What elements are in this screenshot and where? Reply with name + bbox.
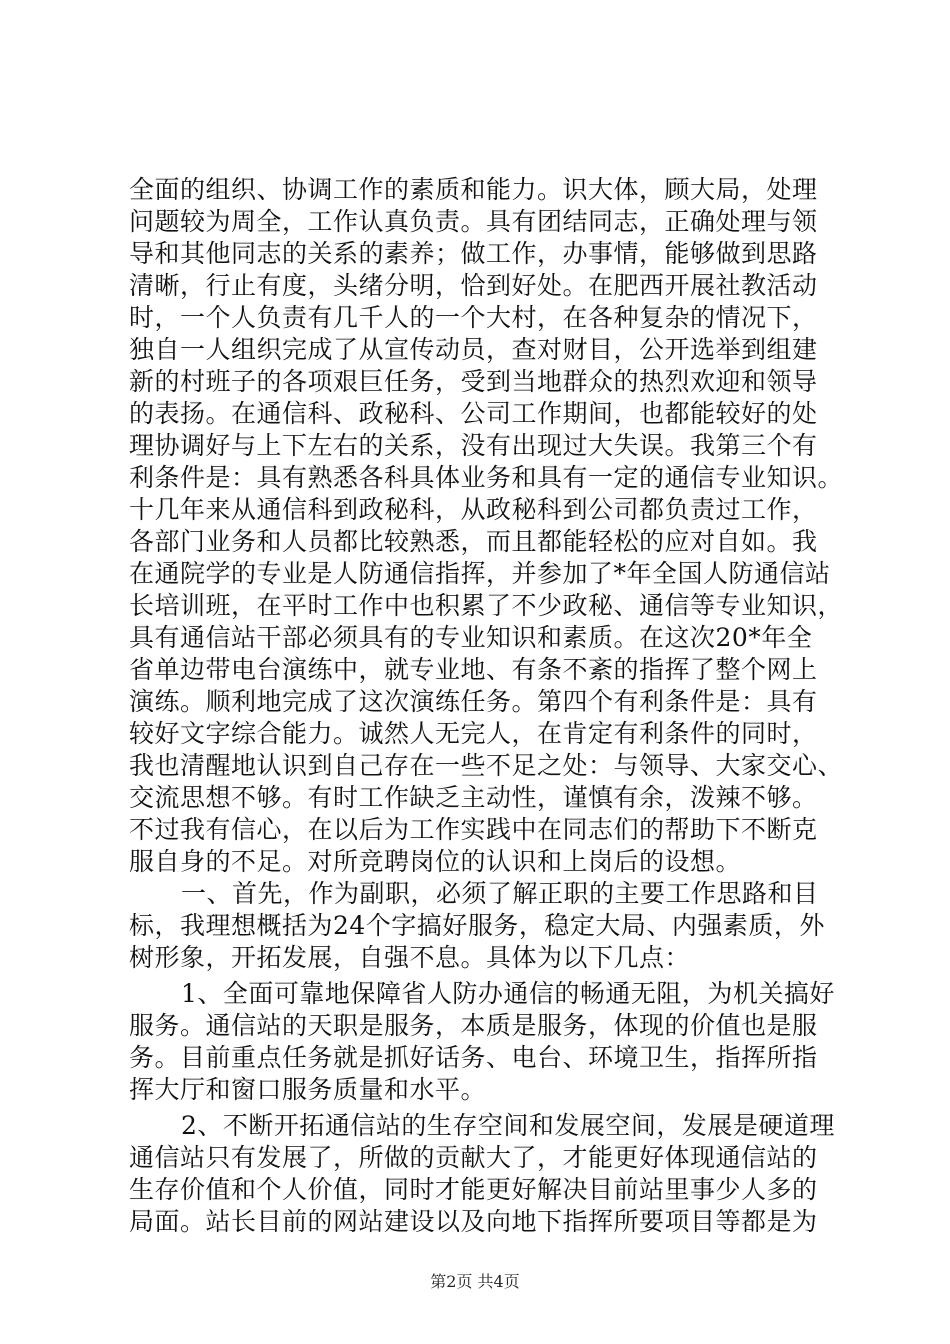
text-line: 问题较为周全，工作认真负责。具有团结同志，正确处理与领	[129, 207, 818, 236]
text-line: 2、不断开拓通信站的生存空间和发展空间，发展是硬道理	[181, 1111, 835, 1140]
text-line: 省单边带电台演练中，就专业地、有条不紊的指挥了整个网上	[129, 655, 818, 684]
text-line: 标，我理想概括为24个字搞好服务，稳定大局、内强素质，外	[129, 911, 825, 940]
text-line: 各部门业务和人员都比较熟悉，而且都能轻松的应对自如。我	[129, 527, 818, 556]
paragraph-section-one	[129, 878, 829, 974]
text-line: 演练。顺利地完成了这次演练任务。第四个有利条件是：具有	[129, 687, 818, 716]
text-line: 较好文字综合能力。诚然人无完人，在肯定有利条件的同时，	[129, 719, 818, 748]
text-line: 独自一人组织完成了从宣传动员，查对财目，公开选举到组建	[129, 335, 818, 364]
text-line: 局面。站长目前的网站建设以及向地下指挥所要项目等都是为	[129, 1207, 818, 1236]
text-line: 树形象，开拓发展，自强不息。具体为以下几点：	[129, 943, 691, 972]
text-line: 具有通信站干部必须具有的专业知识和素质。在这次20*年全	[129, 623, 813, 652]
text-line: 我也清醒地认识到自己存在一些不足之处：与领导、大家交心、	[129, 751, 844, 780]
paragraph-point-one	[129, 978, 835, 1106]
text-line: 全面的组织、协调工作的素质和能力。识大体，顾大局，处理	[129, 175, 818, 204]
text-line: 服务。通信站的天职是服务，本质是服务，体现的价值也是服	[129, 1011, 818, 1040]
text-line: 利条件是：具有熟悉各科具体业务和具有一定的通信专业知识。	[129, 463, 844, 492]
text-line: 挥大厅和窗口服务质量和水平。	[129, 1075, 487, 1104]
text-line: 通信站只有发展了，所做的贡献大了，才能更好体现通信站的	[129, 1143, 818, 1172]
page-number-footer: 第2页 共4页	[430, 1272, 520, 1291]
document-body	[129, 174, 844, 1238]
paragraph-point-two	[129, 1110, 835, 1238]
text-line: 新的村班子的各项艰巨任务，受到当地群众的热烈欢迎和领导	[129, 367, 818, 396]
text-line: 导和其他同志的关系的素养；做工作，办事情，能够做到思路	[129, 239, 818, 268]
text-line: 清晰，行止有度，头绪分明，恰到好处。在肥西开展社教活动	[129, 271, 818, 300]
text-line: 十几年来从通信科到政秘科，从政秘科到公司都负责过工作，	[129, 495, 818, 524]
text-line: 务。目前重点任务就是抓好话务、电台、环境卫生，指挥所指	[129, 1043, 818, 1072]
text-line: 生存价值和个人价值，同时才能更好解决目前站里事少人多的	[129, 1175, 818, 1204]
text-line: 理协调好与上下左右的关系，没有出现过大失误。我第三个有	[129, 431, 818, 460]
text-line: 服自身的不足。对所竞聘岗位的认识和上岗后的设想。	[129, 847, 742, 876]
text-line: 不过我有信心，在以后为工作实践中在同志们的帮助下不断克	[129, 815, 818, 844]
text-line: 时，一个人负责有几千人的一个大村，在各种复杂的情况下，	[129, 303, 818, 332]
text-line: 1、全面可靠地保障省人防办通信的畅通无阻，为机关搞好	[181, 979, 835, 1008]
text-line: 在通院学的专业是人防通信指挥，并参加了*年全国人防通信站	[129, 559, 831, 588]
text-line: 一、首先，作为副职，必须了解正职的主要工作思路和目	[181, 879, 819, 908]
text-line: 的表扬。在通信科、政秘科、公司工作期间，也都能较好的处	[129, 399, 818, 428]
paragraph-continued	[129, 174, 844, 878]
text-line: 长培训班，在平时工作中也积累了不少政秘、通信等专业知识，	[129, 591, 844, 620]
text-line: 交流思想不够。有时工作缺乏主动性，谨慎有余，泼辣不够。	[129, 783, 818, 812]
